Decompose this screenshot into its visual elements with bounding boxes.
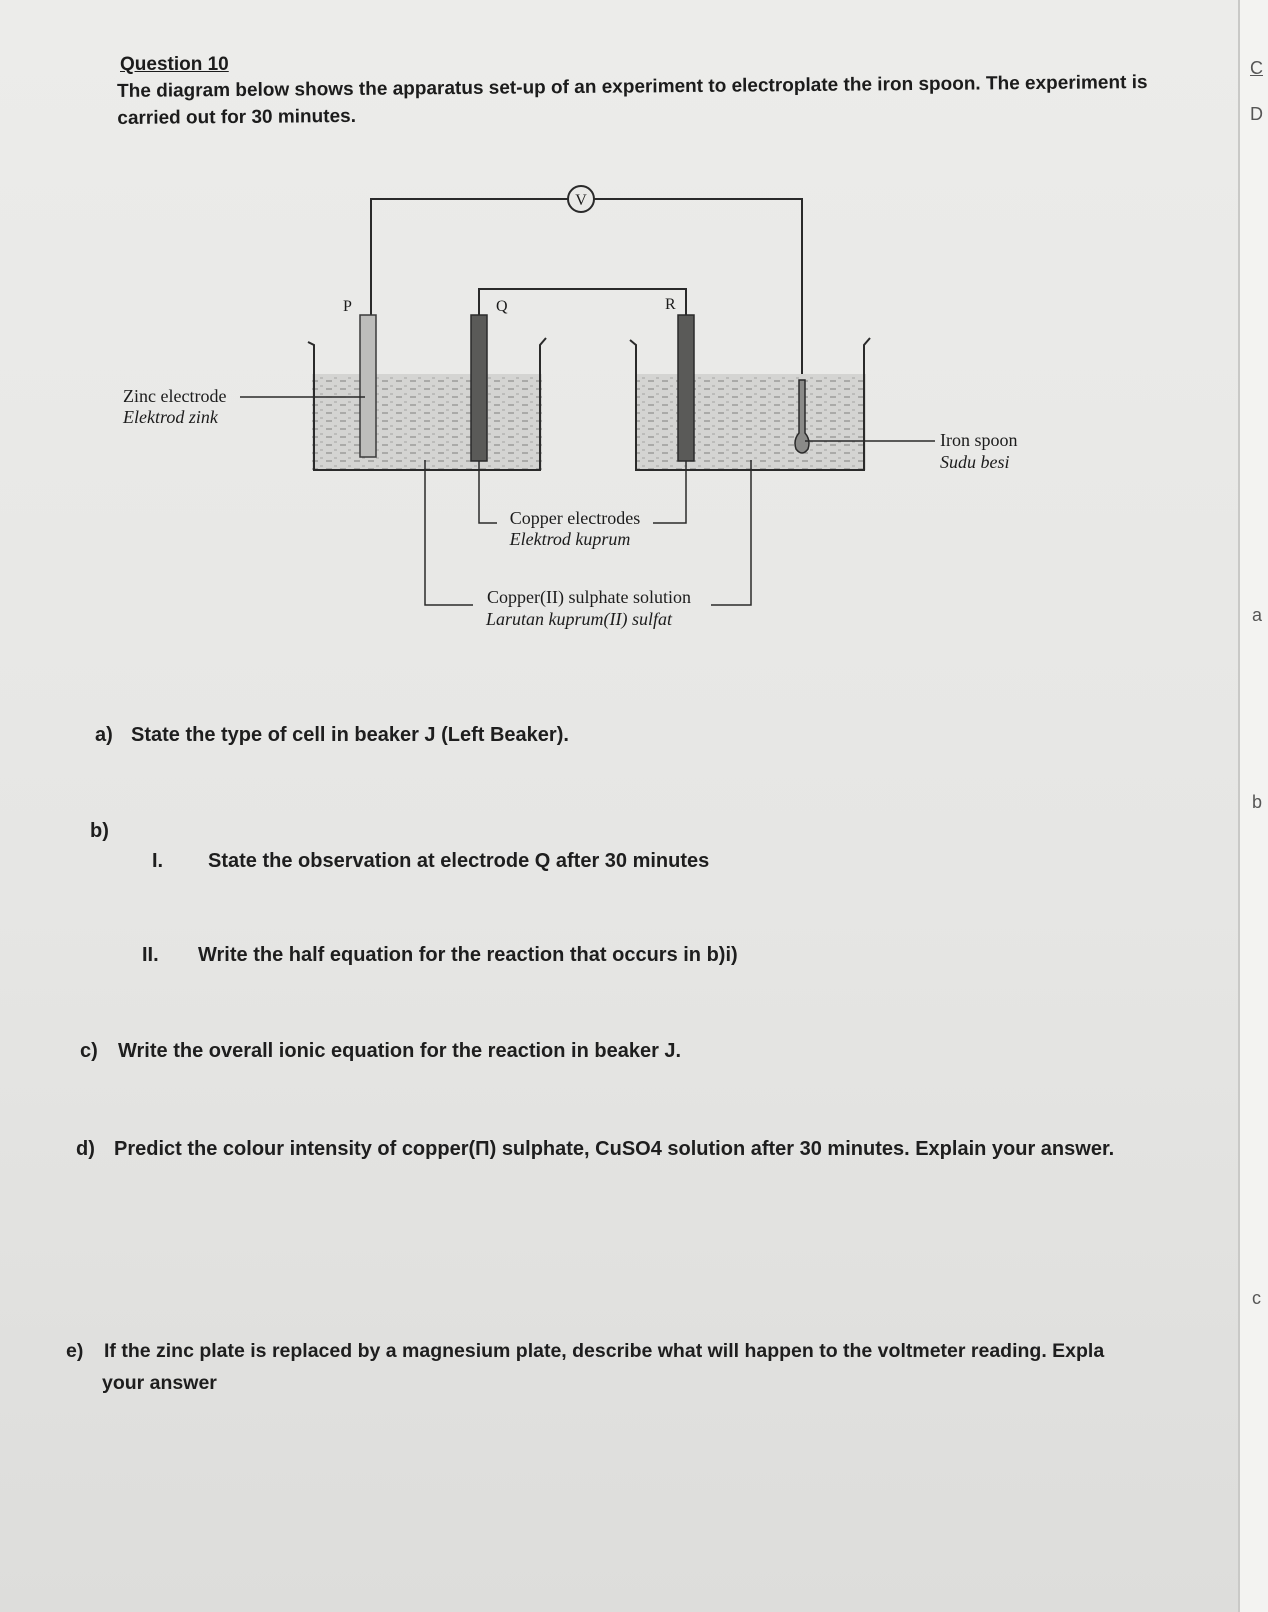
question-a	[95, 724, 569, 747]
question-b2-text: Write the half equation for the reaction that occurs in b)i)	[198, 944, 738, 966]
adjacent-letter: c	[1252, 1288, 1261, 1308]
question-c-text: Write the overall ionic equation for the reaction in beaker J.	[118, 1040, 682, 1062]
question-d-text: Predict the colour intensity of copper(Π) sulphate, CuSO4 solution after 30 minutes. Explain your answer.	[114, 1138, 1115, 1160]
beaker-k-solution	[636, 374, 866, 470]
question-e	[66, 1340, 1104, 1363]
copper-electrode-q	[471, 315, 487, 461]
question-c-number: c)	[80, 1040, 98, 1062]
question-b2	[142, 944, 738, 967]
question-e-text: If the zinc plate is replaced by a magnesium plate, describe what will happen to the voltmeter reading. Expla	[104, 1340, 1105, 1362]
connecting-wire-qr	[479, 289, 686, 315]
adjacent-page-edge	[1238, 0, 1268, 1612]
question-b1	[152, 850, 709, 873]
circuit-wire-left	[371, 199, 569, 317]
question-d	[76, 1138, 1114, 1161]
adjacent-letter: b	[1252, 792, 1263, 812]
zinc-electrode-label-malay: Elektrod zink	[123, 407, 218, 427]
solution-leader-left	[425, 460, 473, 605]
electrolysis-apparatus-diagram	[115, 185, 1075, 655]
label-r: R	[665, 296, 676, 313]
question-a-number: a)	[95, 724, 113, 746]
question-c	[80, 1040, 681, 1063]
question-b-number: b)	[90, 820, 109, 842]
beaker-j-solution	[312, 374, 542, 470]
iron-spoon-label-malay: Sudu besi	[940, 452, 1010, 472]
copper-sulphate-label: Copper(II) sulphate solution	[487, 587, 691, 607]
adjacent-letter: C	[1250, 58, 1263, 78]
label-p: P	[343, 298, 352, 315]
copper-electrode-r	[678, 315, 694, 461]
question-b1-text: State the observation at electrode Q after 30 minutes	[208, 850, 710, 872]
zinc-electrode-label: Zinc electrode	[123, 386, 227, 406]
voltmeter-label: V	[575, 192, 587, 209]
question-intro: The diagram below shows the apparatus set-up of an experiment to electroplate the iron spoon. The experiment is carried out for 30 minutes.	[117, 72, 1148, 129]
solution-leader-right	[711, 460, 751, 605]
copper-sulphate-label-malay: Larutan kuprum(II) sulfat	[486, 609, 672, 629]
question-e-text-line2: your answer	[102, 1372, 217, 1394]
question-title: Question 10	[120, 54, 229, 75]
adjacent-letter: a	[1252, 605, 1263, 625]
question-b1-number: I.	[152, 850, 164, 872]
question-b2-number: II.	[142, 944, 159, 966]
iron-spoon-label: Iron spoon	[940, 430, 1018, 450]
label-q: Q	[496, 298, 508, 315]
adjacent-letter: D	[1250, 104, 1263, 124]
question-a-text: State the type of cell in beaker J (Left Beaker).	[131, 724, 569, 746]
copper-electrodes-label: Copper electrodes	[509, 508, 641, 528]
zinc-electrode-p	[360, 315, 376, 457]
copper-electrodes-label-malay: Elektrod kuprum	[509, 529, 631, 549]
question-d-number: d)	[76, 1138, 95, 1160]
question-e-number: e)	[66, 1340, 84, 1362]
